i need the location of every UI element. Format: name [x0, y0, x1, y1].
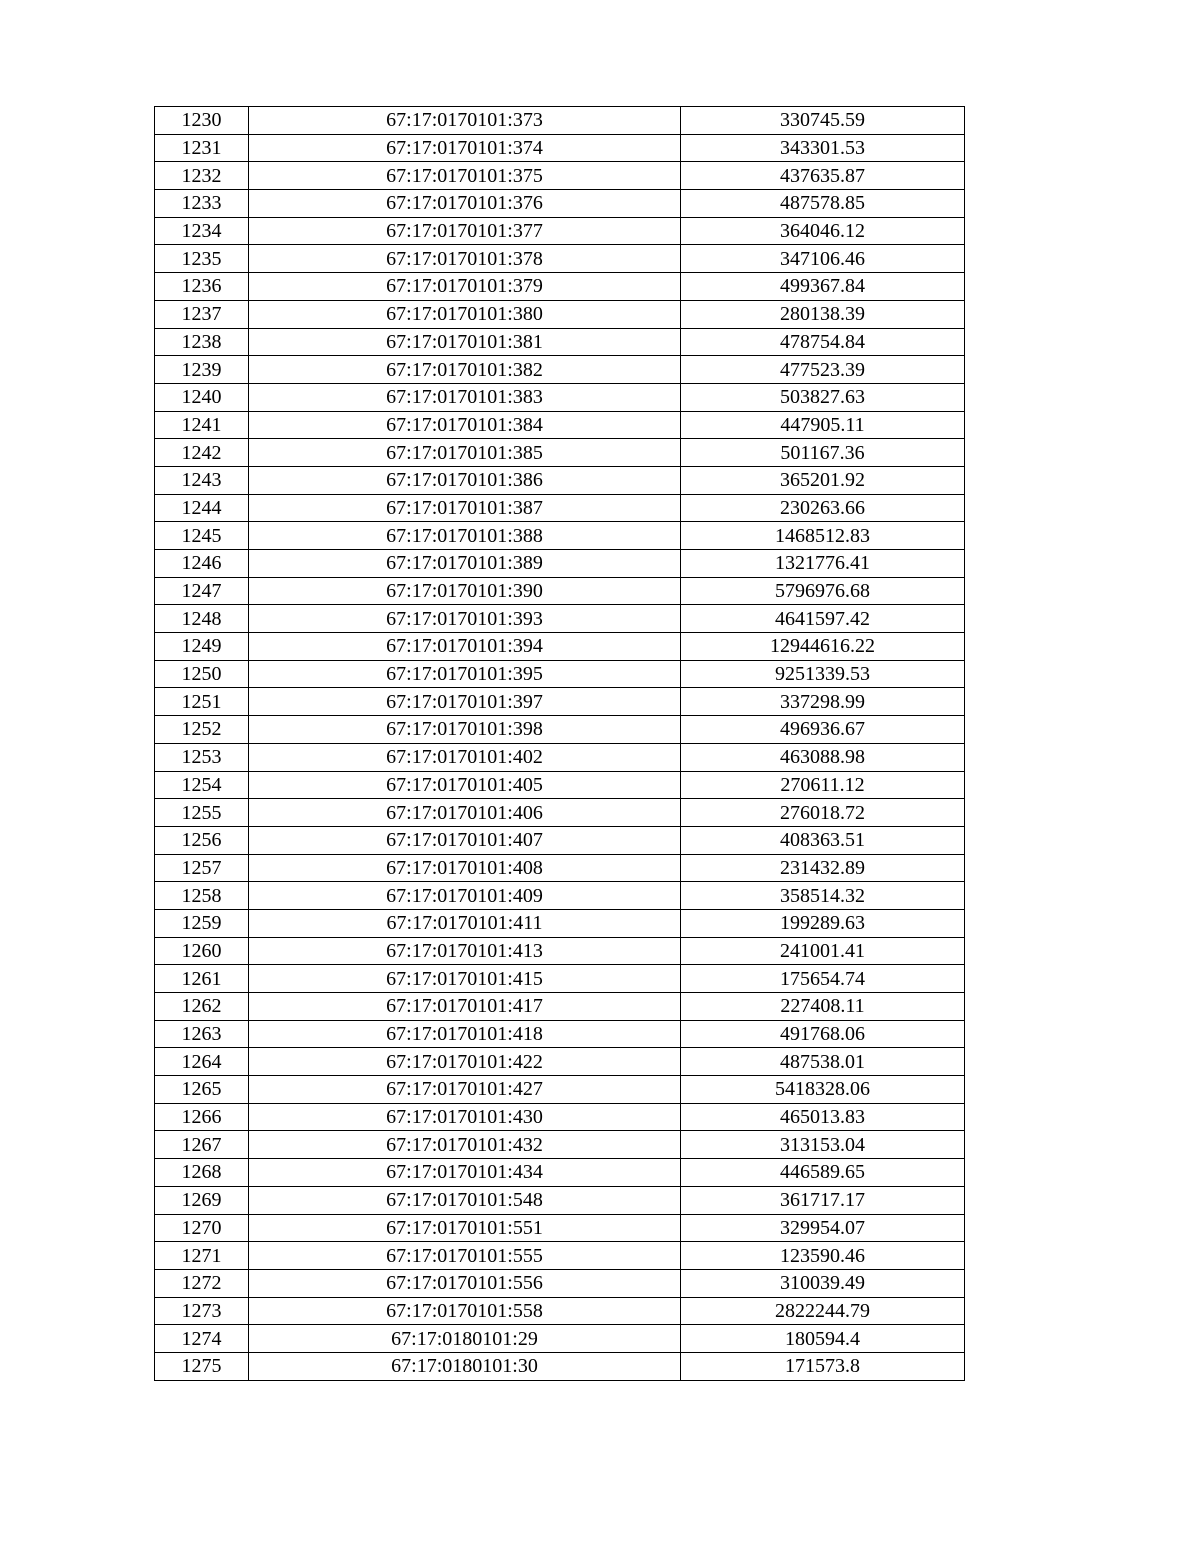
table-row: [155, 107, 965, 135]
table-row: [155, 743, 965, 771]
cadastral-value-cell: 123590.46: [681, 1242, 965, 1270]
table-row: [155, 1325, 965, 1353]
cadastral-value-cell: 171573.8: [681, 1352, 965, 1380]
cadastral-value-cell: 491768.06: [681, 1020, 965, 1048]
cadastral-number-cell: 67:17:0170101:375: [249, 162, 681, 190]
table-row: [155, 1076, 965, 1104]
row-number-cell: 1252: [155, 716, 249, 744]
table-row: [155, 660, 965, 688]
table-row: [155, 716, 965, 744]
cadastral-number-cell: 67:17:0170101:418: [249, 1020, 681, 1048]
cadastral-number-cell: 67:17:0170101:556: [249, 1269, 681, 1297]
row-number-cell: 1264: [155, 1048, 249, 1076]
cadastral-value-cell: 499367.84: [681, 273, 965, 301]
cadastral-number-cell: 67:17:0170101:408: [249, 854, 681, 882]
row-number-cell: 1245: [155, 522, 249, 550]
cadastral-value-cell: 463088.98: [681, 743, 965, 771]
cadastral-value-cell: 365201.92: [681, 466, 965, 494]
row-number-cell: 1244: [155, 494, 249, 522]
cadastral-value-cell: 276018.72: [681, 799, 965, 827]
table-row: [155, 1131, 965, 1159]
row-number-cell: 1239: [155, 356, 249, 384]
row-number-cell: 1272: [155, 1269, 249, 1297]
cadastral-number-cell: 67:17:0170101:548: [249, 1186, 681, 1214]
cadastral-number-cell: 67:17:0170101:415: [249, 965, 681, 993]
table-row: [155, 688, 965, 716]
row-number-cell: 1265: [155, 1076, 249, 1104]
cadastral-value-cell: 1321776.41: [681, 550, 965, 578]
table-row: [155, 1242, 965, 1270]
cadastral-value-cell: 408363.51: [681, 826, 965, 854]
cadastral-number-cell: 67:17:0170101:384: [249, 411, 681, 439]
table-row: [155, 190, 965, 218]
cadastral-value-cell: 180594.4: [681, 1325, 965, 1353]
cadastral-value-cell: 231432.89: [681, 854, 965, 882]
table-row: [155, 1103, 965, 1131]
cadastral-number-cell: 67:17:0170101:390: [249, 577, 681, 605]
cadastral-number-cell: 67:17:0170101:373: [249, 107, 681, 135]
cadastral-number-cell: 67:17:0170101:374: [249, 134, 681, 162]
row-number-cell: 1243: [155, 466, 249, 494]
cadastral-value-cell: 12944616.22: [681, 633, 965, 661]
row-number-cell: 1230: [155, 107, 249, 135]
cadastral-number-cell: 67:17:0180101:29: [249, 1325, 681, 1353]
cadastral-value-cell: 227408.11: [681, 993, 965, 1021]
table-row: [155, 328, 965, 356]
cadastral-number-cell: 67:17:0170101:417: [249, 993, 681, 1021]
cadastral-number-cell: 67:17:0170101:555: [249, 1242, 681, 1270]
cadastral-value-cell: 313153.04: [681, 1131, 965, 1159]
cadastral-value-cell: 437635.87: [681, 162, 965, 190]
cadastral-number-cell: 67:17:0170101:558: [249, 1297, 681, 1325]
cadastral-number-cell: 67:17:0170101:383: [249, 383, 681, 411]
table-row: [155, 1048, 965, 1076]
cadastral-number-cell: 67:17:0170101:406: [249, 799, 681, 827]
table-row: [155, 1020, 965, 1048]
row-number-cell: 1269: [155, 1186, 249, 1214]
cadastral-value-cell: 175654.74: [681, 965, 965, 993]
cadastral-value-cell: 465013.83: [681, 1103, 965, 1131]
cadastral-value-cell: 241001.41: [681, 937, 965, 965]
cadastral-value-cell: 230263.66: [681, 494, 965, 522]
cadastral-number-cell: 67:17:0170101:376: [249, 190, 681, 218]
table-row: [155, 466, 965, 494]
cadastral-number-cell: 67:17:0170101:405: [249, 771, 681, 799]
row-number-cell: 1235: [155, 245, 249, 273]
cadastral-value-cell: 503827.63: [681, 383, 965, 411]
table-row: [155, 799, 965, 827]
table-row: [155, 411, 965, 439]
table-row: [155, 826, 965, 854]
table-row: [155, 882, 965, 910]
table-row: [155, 854, 965, 882]
cadastral-value-cell: 270611.12: [681, 771, 965, 799]
row-number-cell: 1267: [155, 1131, 249, 1159]
table-body: [155, 107, 965, 1381]
cadastral-number-cell: 67:17:0170101:411: [249, 909, 681, 937]
cadastral-value-cell: 2822244.79: [681, 1297, 965, 1325]
cadastral-number-cell: 67:17:0170101:432: [249, 1131, 681, 1159]
table-row: [155, 633, 965, 661]
cadastral-number-cell: 67:17:0170101:386: [249, 466, 681, 494]
table-row: [155, 245, 965, 273]
cadastral-value-cell: 5418328.06: [681, 1076, 965, 1104]
row-number-cell: 1242: [155, 439, 249, 467]
cadastral-number-cell: 67:17:0170101:382: [249, 356, 681, 384]
cadastral-number-cell: 67:17:0170101:409: [249, 882, 681, 910]
row-number-cell: 1258: [155, 882, 249, 910]
cadastral-number-cell: 67:17:0170101:377: [249, 217, 681, 245]
row-number-cell: 1268: [155, 1159, 249, 1187]
row-number-cell: 1261: [155, 965, 249, 993]
row-number-cell: 1232: [155, 162, 249, 190]
cadastral-number-cell: 67:17:0170101:385: [249, 439, 681, 467]
row-number-cell: 1247: [155, 577, 249, 605]
row-number-cell: 1256: [155, 826, 249, 854]
table-row: [155, 1269, 965, 1297]
table-row: [155, 605, 965, 633]
cadastral-number-cell: 67:17:0170101:395: [249, 660, 681, 688]
cadastral-number-cell: 67:17:0170101:381: [249, 328, 681, 356]
cadastral-number-cell: 67:17:0170101:380: [249, 300, 681, 328]
row-number-cell: 1234: [155, 217, 249, 245]
row-number-cell: 1246: [155, 550, 249, 578]
row-number-cell: 1237: [155, 300, 249, 328]
row-number-cell: 1275: [155, 1352, 249, 1380]
cadastral-number-cell: 67:17:0170101:427: [249, 1076, 681, 1104]
row-number-cell: 1249: [155, 633, 249, 661]
cadastral-value-cell: 501167.36: [681, 439, 965, 467]
row-number-cell: 1251: [155, 688, 249, 716]
row-number-cell: 1274: [155, 1325, 249, 1353]
table-row: [155, 300, 965, 328]
table-row: [155, 937, 965, 965]
cadastral-number-cell: 67:17:0170101:422: [249, 1048, 681, 1076]
cadastral-number-cell: 67:17:0170101:388: [249, 522, 681, 550]
cadastral-number-cell: 67:17:0170101:387: [249, 494, 681, 522]
row-number-cell: 1240: [155, 383, 249, 411]
row-number-cell: 1253: [155, 743, 249, 771]
cadastral-value-cell: 347106.46: [681, 245, 965, 273]
table-row: [155, 1297, 965, 1325]
cadastral-value-cell: 358514.32: [681, 882, 965, 910]
table-row: [155, 356, 965, 384]
cadastral-value-cell: 4641597.42: [681, 605, 965, 633]
row-number-cell: 1248: [155, 605, 249, 633]
row-number-cell: 1255: [155, 799, 249, 827]
cadastral-value-cell: 487538.01: [681, 1048, 965, 1076]
cadastral-number-cell: 67:17:0170101:430: [249, 1103, 681, 1131]
table-row: [155, 273, 965, 301]
row-number-cell: 1266: [155, 1103, 249, 1131]
table-row: [155, 1159, 965, 1187]
row-number-cell: 1241: [155, 411, 249, 439]
cadastral-number-cell: 67:17:0170101:434: [249, 1159, 681, 1187]
row-number-cell: 1250: [155, 660, 249, 688]
cadastral-number-cell: 67:17:0170101:398: [249, 716, 681, 744]
cadastral-value-cell: 361717.17: [681, 1186, 965, 1214]
table-row: [155, 494, 965, 522]
cadastral-value-cell: 447905.11: [681, 411, 965, 439]
cadastral-number-cell: 67:17:0170101:413: [249, 937, 681, 965]
table-row: [155, 162, 965, 190]
table-row: [155, 1214, 965, 1242]
cadastral-value-cell: 337298.99: [681, 688, 965, 716]
cadastral-value-cell: 329954.07: [681, 1214, 965, 1242]
table-row: [155, 771, 965, 799]
row-number-cell: 1273: [155, 1297, 249, 1325]
table-row: [155, 993, 965, 1021]
row-number-cell: 1254: [155, 771, 249, 799]
cadastral-number-cell: 67:17:0170101:407: [249, 826, 681, 854]
cadastral-value-cell: 446589.65: [681, 1159, 965, 1187]
cadastral-value-cell: 5796976.68: [681, 577, 965, 605]
table-row: [155, 439, 965, 467]
table-row: [155, 909, 965, 937]
table-row: [155, 217, 965, 245]
row-number-cell: 1260: [155, 937, 249, 965]
table-row: [155, 577, 965, 605]
cadastral-value-cell: 487578.85: [681, 190, 965, 218]
row-number-cell: 1236: [155, 273, 249, 301]
cadastral-number-cell: 67:17:0170101:402: [249, 743, 681, 771]
cadastral-number-cell: 67:17:0170101:389: [249, 550, 681, 578]
table-row: [155, 522, 965, 550]
table-row: [155, 383, 965, 411]
row-number-cell: 1262: [155, 993, 249, 1021]
cadastral-value-cell: 496936.67: [681, 716, 965, 744]
row-number-cell: 1231: [155, 134, 249, 162]
cadastral-value-cell: 477523.39: [681, 356, 965, 384]
cadastral-value-cell: 9251339.53: [681, 660, 965, 688]
row-number-cell: 1259: [155, 909, 249, 937]
cadastral-number-cell: 67:17:0170101:397: [249, 688, 681, 716]
cadastral-value-cell: 199289.63: [681, 909, 965, 937]
cadastral-value-table: [154, 106, 965, 1381]
cadastral-number-cell: 67:17:0170101:551: [249, 1214, 681, 1242]
cadastral-value-cell: 343301.53: [681, 134, 965, 162]
cadastral-value-cell: 330745.59: [681, 107, 965, 135]
row-number-cell: 1263: [155, 1020, 249, 1048]
table-row: [155, 550, 965, 578]
cadastral-number-cell: 67:17:0180101:30: [249, 1352, 681, 1380]
table-row: [155, 1352, 965, 1380]
row-number-cell: 1257: [155, 854, 249, 882]
table-row: [155, 134, 965, 162]
cadastral-number-cell: 67:17:0170101:379: [249, 273, 681, 301]
row-number-cell: 1270: [155, 1214, 249, 1242]
cadastral-value-cell: 364046.12: [681, 217, 965, 245]
cadastral-number-cell: 67:17:0170101:393: [249, 605, 681, 633]
cadastral-value-cell: 478754.84: [681, 328, 965, 356]
cadastral-value-cell: 280138.39: [681, 300, 965, 328]
cadastral-value-cell: 1468512.83: [681, 522, 965, 550]
row-number-cell: 1271: [155, 1242, 249, 1270]
row-number-cell: 1233: [155, 190, 249, 218]
cadastral-number-cell: 67:17:0170101:378: [249, 245, 681, 273]
cadastral-number-cell: 67:17:0170101:394: [249, 633, 681, 661]
cadastral-value-cell: 310039.49: [681, 1269, 965, 1297]
table-row: [155, 1186, 965, 1214]
table-row: [155, 965, 965, 993]
row-number-cell: 1238: [155, 328, 249, 356]
